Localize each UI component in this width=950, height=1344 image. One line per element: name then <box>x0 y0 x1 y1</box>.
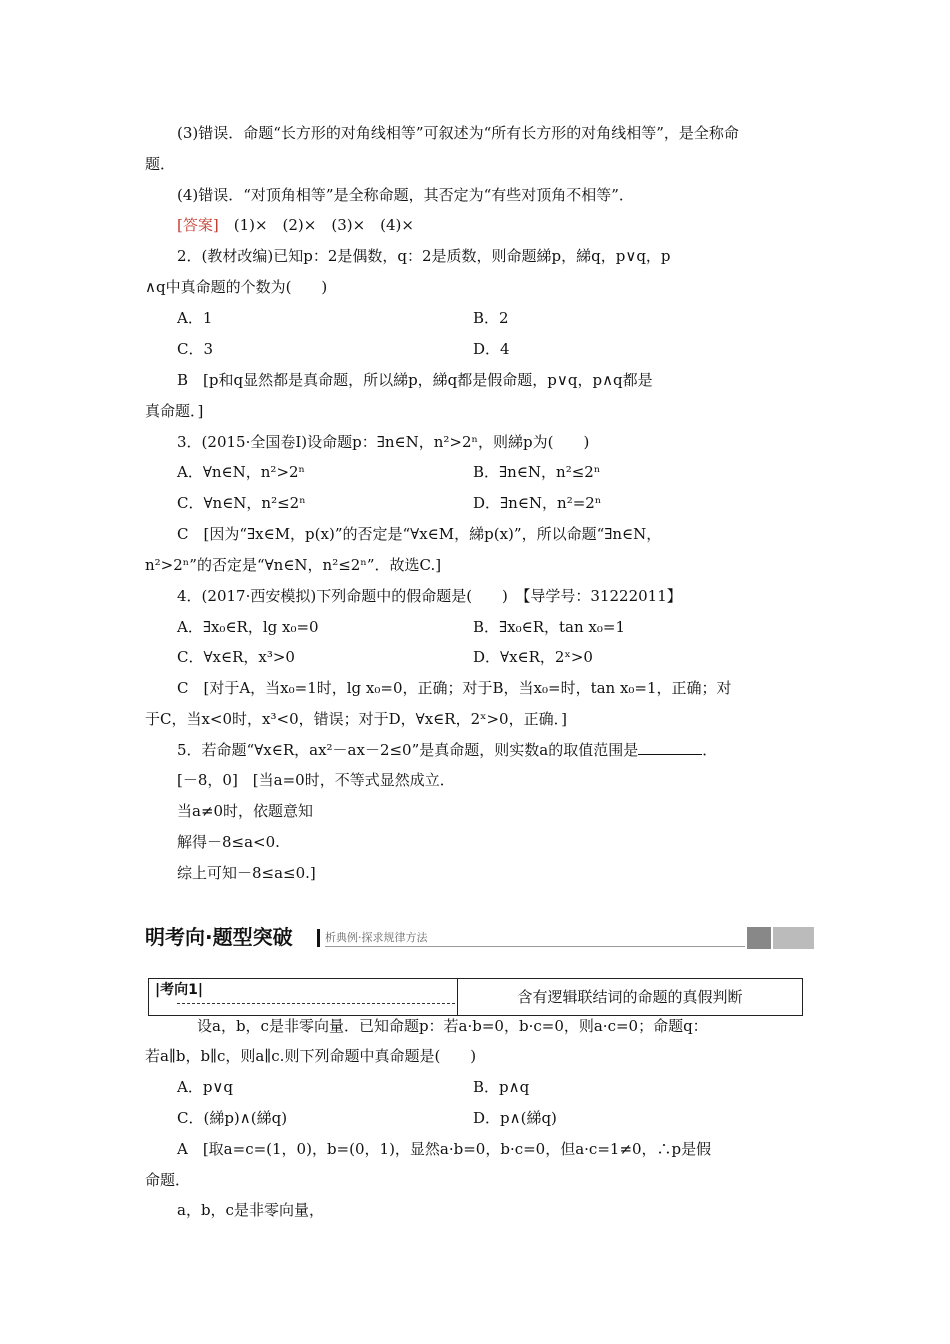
solution-line: B [p和q显然都是真命题，所以綈p，綈q都是假命题，p∨q，p∧q都是 <box>177 371 653 389</box>
question-5-text: 5．若命题“∀x∈R，ax²－ax－2≤0”是真命题，则实数a的取值范围是 <box>177 741 639 759</box>
header-decor-dark <box>747 927 771 949</box>
question-3: 3．(2015·全国卷Ⅰ)设命题p：∃n∈N，n²>2ⁿ，则綈p为( ) <box>177 433 590 451</box>
option-c: C．∀n∈N，n²≤2ⁿ <box>177 494 306 512</box>
section-title: 明考向·题型突破 <box>145 925 293 949</box>
solution-line: C [对于A，当x₀=1时，lg x₀=0，正确；对于B，当x₀=时，tan x₀=1，正确；对 <box>177 679 732 697</box>
question-4: 4．(2017·西安模拟)下列命题中的假命题是( ) 【导学号：31222011】 <box>177 587 682 605</box>
solution-line: 于C，当x<0时，x³<0，错误；对于D，∀x∈R，2ˣ>0，正确．] <box>145 710 567 728</box>
text-line: 若a∥b，b∥c，则a∥c.则下列命题中真命题是( ) <box>145 1047 477 1065</box>
option-d: D．p∧(綈q) <box>473 1109 557 1127</box>
topic-box-left <box>149 979 458 1015</box>
topic-box <box>148 978 803 1016</box>
solution-line: a，b，c是非零向量， <box>177 1201 324 1219</box>
header-decor-light <box>773 927 814 949</box>
text-line: (3)错误．命题“长方形的对角线相等”可叙述为“所有长方形的对角线相等”，是全称命 <box>177 124 739 142</box>
option-c: C．3 <box>177 340 214 358</box>
section-subtitle: 析典例·探求规律方法 <box>325 931 428 944</box>
option-b: B．2 <box>473 309 509 327</box>
option-c: C．∀x∈R，x³>0 <box>177 648 295 666</box>
question-2: 2．(教材改编)已知p：2是偶数，q：2是质数，则命题綈p，綈q，p∨q，p <box>177 247 671 265</box>
topic-title: 含有逻辑联结词的命题的真假判断 <box>517 988 743 1006</box>
option-d: D．∀x∈R，2ˣ>0 <box>473 648 593 666</box>
option-b: B．∃n∈N，n²≤2ⁿ <box>473 463 601 481</box>
header-separator <box>317 929 320 947</box>
option-a: A．∀n∈N，n²>2ⁿ <box>177 463 306 481</box>
text-line: 题． <box>145 155 176 173</box>
solution-line: [－8，0] [当a=0时，不等式显然成立． <box>177 771 455 789</box>
text-line: (4)错误．“对顶角相等”是全称命题，其否定为“有些对顶角不相等”． <box>177 186 634 204</box>
solution-line: n²>2ⁿ”的否定是“∀n∈N，n²≤2ⁿ”．故选C.] <box>145 556 442 574</box>
solution-line: C [因为“∃x∈M，p(x)”的否定是“∀x∈M，綈p(x)”，所以命题“∃n∈N， <box>177 525 662 543</box>
solution-line: 真命题．] <box>145 402 204 420</box>
solution-line: A [取a=c=(1，0)，b=(0，1)，显然a·b=0，b·c=0，但a·c=1≠0，∴p是假 <box>177 1140 712 1158</box>
option-b: B．∃x₀∈R，tan x₀=1 <box>473 618 626 636</box>
option-c: C．(綈p)∧(綈q) <box>177 1109 288 1127</box>
section-header <box>145 925 814 949</box>
example-question: 设a，b，c是非零向量．已知命题p：若a·b=0，b·c=0，则a·c=0；命题q： <box>197 1017 708 1035</box>
answer-text: (1)× (2)× (3)× (4)× <box>218 216 414 234</box>
dashed-rule <box>177 1003 455 1004</box>
question-5-end: ． <box>702 741 718 759</box>
header-rule <box>325 946 745 947</box>
option-a: A．p∨q <box>177 1078 234 1096</box>
option-b: B．p∧q <box>473 1078 530 1096</box>
topic-tag: |考向1| <box>155 982 203 998</box>
solution-line: 综上可知－8≤a≤0.] <box>177 864 316 882</box>
answer-line <box>177 215 414 235</box>
answer-tag: [答案] <box>177 216 219 234</box>
question-5 <box>177 740 717 760</box>
solution-line: 解得－8≤a<0. <box>177 833 280 851</box>
option-d: D．4 <box>473 340 510 358</box>
option-a: A．∃x₀∈R，lg x₀=0 <box>177 618 319 636</box>
answer-blank <box>638 740 702 755</box>
option-d: D．∃n∈N，n²=2ⁿ <box>473 494 602 512</box>
option-a: A．1 <box>177 309 213 327</box>
solution-line: 当a≠0时，依题意知 <box>177 802 314 820</box>
text-line: ∧q中真命题的个数为( ) <box>145 278 328 296</box>
solution-line: 命题． <box>145 1171 191 1189</box>
